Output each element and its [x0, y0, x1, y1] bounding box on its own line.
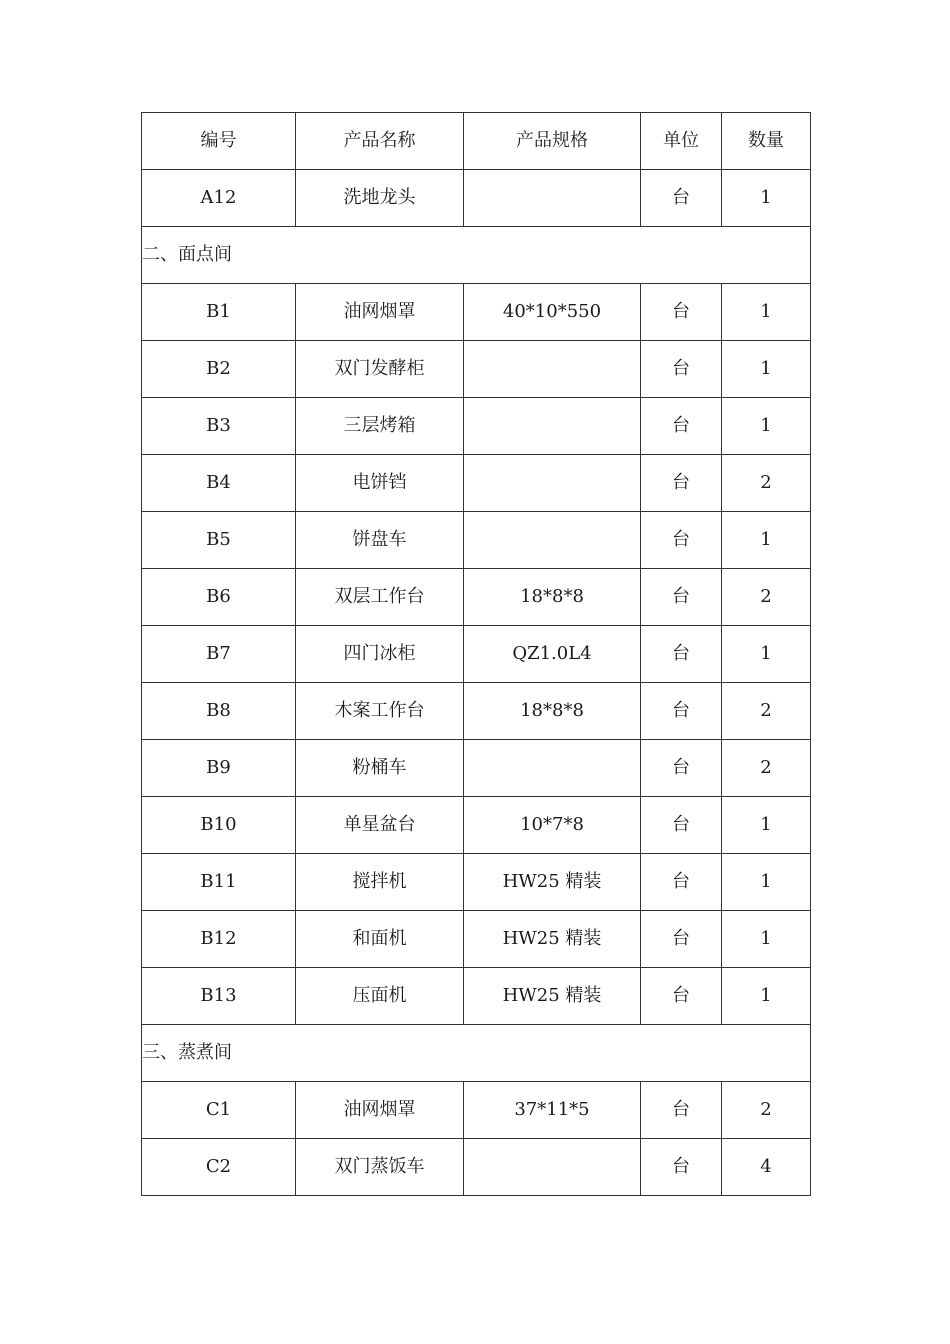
cell-qty: 2	[722, 455, 811, 512]
cell-name: 双层工作台	[296, 569, 464, 626]
cell-name: 压面机	[296, 968, 464, 1025]
cell-spec: HW25 精装	[464, 854, 641, 911]
cell-spec	[464, 341, 641, 398]
cell-qty: 1	[722, 797, 811, 854]
cell-unit: 台	[641, 455, 722, 512]
cell-unit: 台	[641, 284, 722, 341]
section-title: 三、蒸煮间	[142, 1025, 811, 1082]
section-title: 二、面点间	[142, 227, 811, 284]
cell-code: B1	[142, 284, 296, 341]
cell-qty: 2	[722, 740, 811, 797]
table-row	[142, 968, 811, 1025]
cell-qty: 2	[722, 1082, 811, 1139]
cell-unit: 台	[641, 740, 722, 797]
cell-qty: 1	[722, 170, 811, 227]
cell-spec	[464, 512, 641, 569]
cell-qty: 1	[722, 341, 811, 398]
cell-name: 粉桶车	[296, 740, 464, 797]
table-row	[142, 512, 811, 569]
cell-spec	[464, 398, 641, 455]
cell-name: 油网烟罩	[296, 1082, 464, 1139]
table-row	[142, 170, 811, 227]
cell-name: 饼盘车	[296, 512, 464, 569]
cell-code: B4	[142, 455, 296, 512]
cell-spec	[464, 740, 641, 797]
cell-spec: 18*8*8	[464, 683, 641, 740]
cell-unit: 台	[641, 512, 722, 569]
cell-name: 搅拌机	[296, 854, 464, 911]
cell-unit: 台	[641, 797, 722, 854]
table-row	[142, 455, 811, 512]
table-row	[142, 284, 811, 341]
cell-unit: 台	[641, 170, 722, 227]
cell-qty: 2	[722, 683, 811, 740]
cell-code: C1	[142, 1082, 296, 1139]
cell-spec: 18*8*8	[464, 569, 641, 626]
table-row	[142, 1139, 811, 1196]
table-row	[142, 740, 811, 797]
cell-spec: 40*10*550	[464, 284, 641, 341]
header-name: 产品名称	[296, 113, 464, 170]
table-row	[142, 1082, 811, 1139]
cell-qty: 1	[722, 626, 811, 683]
table-row	[142, 854, 811, 911]
cell-spec: 37*11*5	[464, 1082, 641, 1139]
header-unit: 单位	[641, 113, 722, 170]
cell-spec: QZ1.0L4	[464, 626, 641, 683]
cell-code: B3	[142, 398, 296, 455]
cell-code: B11	[142, 854, 296, 911]
cell-name: 四门冰柜	[296, 626, 464, 683]
cell-name: 木案工作台	[296, 683, 464, 740]
cell-spec	[464, 455, 641, 512]
cell-name: 洗地龙头	[296, 170, 464, 227]
cell-code: B13	[142, 968, 296, 1025]
header-code: 编号	[142, 113, 296, 170]
cell-spec: HW25 精装	[464, 968, 641, 1025]
cell-unit: 台	[641, 569, 722, 626]
header-spec: 产品规格	[464, 113, 641, 170]
cell-unit: 台	[641, 683, 722, 740]
cell-spec	[464, 1139, 641, 1196]
cell-qty: 2	[722, 569, 811, 626]
cell-unit: 台	[641, 854, 722, 911]
cell-code: A12	[142, 170, 296, 227]
cell-code: B10	[142, 797, 296, 854]
cell-code: B12	[142, 911, 296, 968]
cell-unit: 台	[641, 911, 722, 968]
cell-spec	[464, 170, 641, 227]
table-row	[142, 911, 811, 968]
cell-code: C2	[142, 1139, 296, 1196]
cell-name: 和面机	[296, 911, 464, 968]
table-row	[142, 797, 811, 854]
cell-qty: 1	[722, 512, 811, 569]
cell-unit: 台	[641, 626, 722, 683]
cell-qty: 1	[722, 911, 811, 968]
cell-qty: 4	[722, 1139, 811, 1196]
cell-qty: 1	[722, 968, 811, 1025]
cell-spec: 10*7*8	[464, 797, 641, 854]
table-body	[142, 113, 811, 1196]
cell-qty: 1	[722, 854, 811, 911]
cell-code: B5	[142, 512, 296, 569]
cell-unit: 台	[641, 1082, 722, 1139]
cell-name: 三层烤箱	[296, 398, 464, 455]
cell-code: B6	[142, 569, 296, 626]
cell-code: B9	[142, 740, 296, 797]
cell-unit: 台	[641, 1139, 722, 1196]
cell-unit: 台	[641, 398, 722, 455]
cell-name: 双门发酵柜	[296, 341, 464, 398]
header-row	[142, 113, 811, 170]
table-row	[142, 341, 811, 398]
section-row	[142, 1025, 811, 1082]
cell-qty: 1	[722, 398, 811, 455]
table-row	[142, 569, 811, 626]
section-row	[142, 227, 811, 284]
cell-code: B2	[142, 341, 296, 398]
cell-code: B7	[142, 626, 296, 683]
cell-name: 电饼铛	[296, 455, 464, 512]
table-row	[142, 683, 811, 740]
cell-name: 双门蒸饭车	[296, 1139, 464, 1196]
cell-unit: 台	[641, 968, 722, 1025]
table-row	[142, 626, 811, 683]
cell-unit: 台	[641, 341, 722, 398]
header-qty: 数量	[722, 113, 811, 170]
equipment-table	[141, 112, 811, 1196]
cell-qty: 1	[722, 284, 811, 341]
cell-name: 单星盆台	[296, 797, 464, 854]
cell-name: 油网烟罩	[296, 284, 464, 341]
cell-code: B8	[142, 683, 296, 740]
cell-spec: HW25 精装	[464, 911, 641, 968]
table-row	[142, 398, 811, 455]
